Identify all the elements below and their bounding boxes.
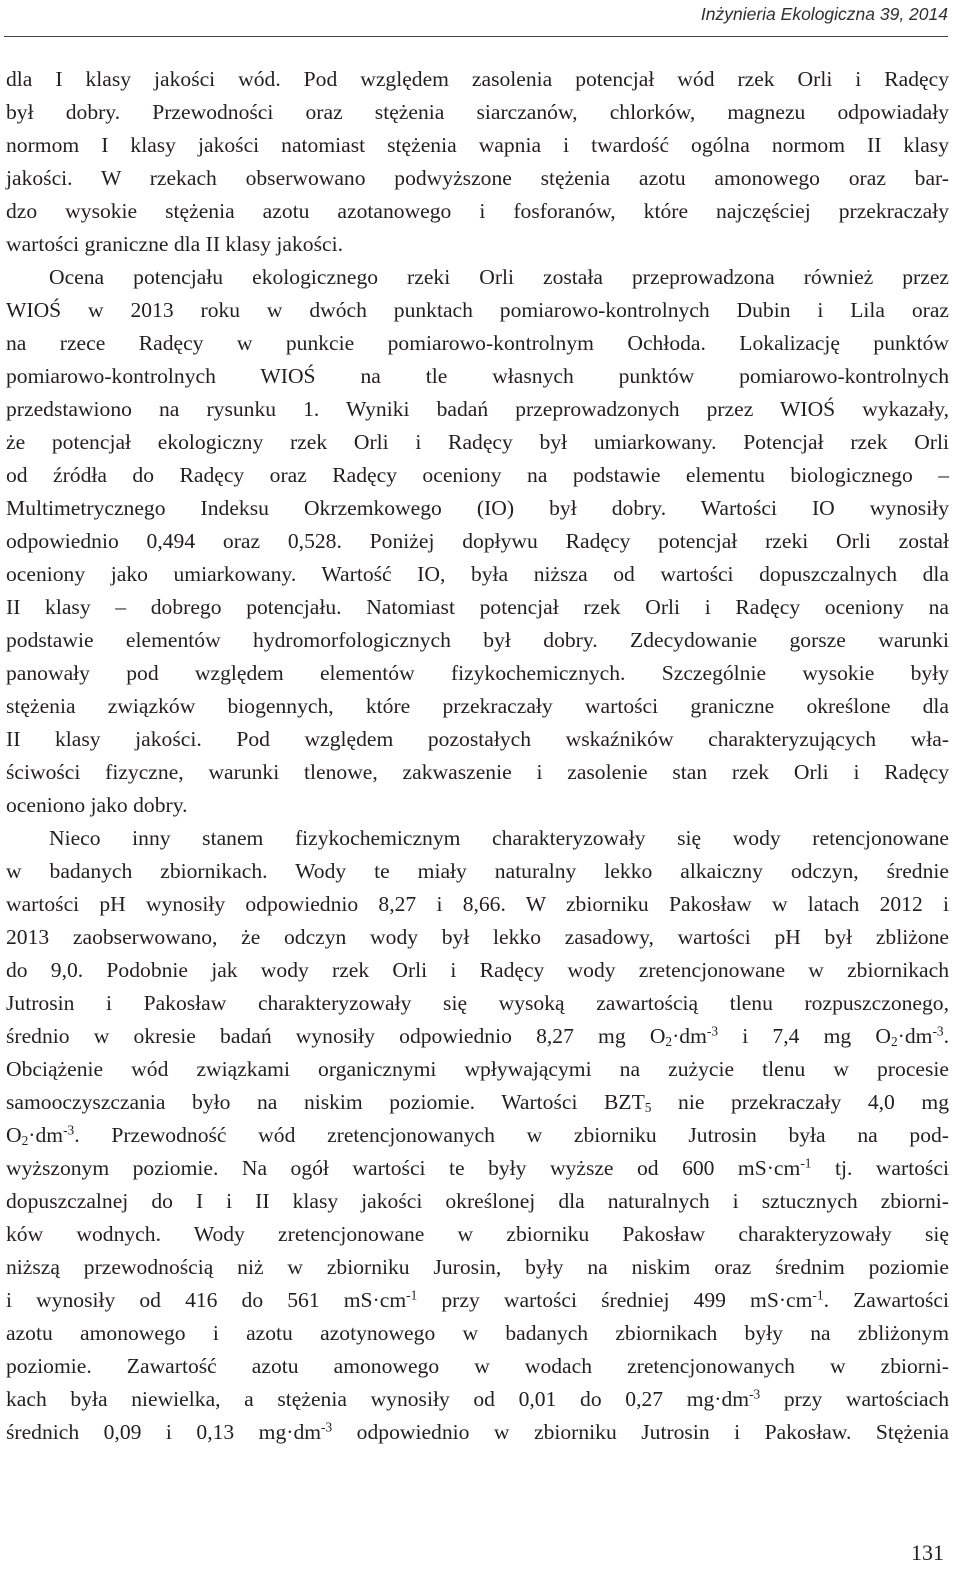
superscript: -3 <box>321 1419 333 1435</box>
subscript: 2 <box>665 1033 673 1049</box>
text-line: oceniony jako umiarkowany. Wartość IO, była niższa od wartości dopuszczalnych dla <box>6 562 949 586</box>
text-line: w badanych zbiornikach. Wody te miały naturalny lekko alkaiczny odczyn, średnie <box>6 859 949 883</box>
text-line: na rzece Radęcy w punkcie pomiarowo-kontrolnym Ochłoda. Lokalizację punktów <box>6 331 949 355</box>
text-line: azotu amonowego i azotu azotynowego w badanych zbiornikach były na zbliżonym <box>6 1321 949 1345</box>
text-line: wartości pH wynosiły odpowiednio 8,27 i 8,66. W zbiorniku Pakosław w latach 2012 i <box>6 892 949 916</box>
page-number: 131 <box>911 1540 944 1565</box>
text-line: jakości. W rzekach obserwowano podwyższone stężenia azotu amonowego oraz bar- <box>6 166 949 190</box>
text-line: podstawie elementów hydromorfologicznych był dobry. Zdecydowanie gorsze warunki <box>6 628 949 652</box>
superscript: -3 <box>932 1023 944 1039</box>
text-segment: średnich 0,09 i 0,13 mg·dm <box>6 1420 322 1444</box>
body-text <box>6 63 949 1449</box>
text-line: poziomie. Zawartość azotu amonowego w wodach zretencjonowanych w zbiorni- <box>6 1354 949 1378</box>
text-line <box>6 1119 949 1152</box>
text-segment: kach była niewielka, a stężenia wynosiły od 0,01 do 0,27 mg·dm <box>6 1387 750 1411</box>
text-line: dla I klasy jakości wód. Pod względem zasolenia potencjał wód rzek Orli i Radęcy <box>6 67 949 91</box>
text-segment: ·dm <box>28 1123 64 1147</box>
text-segment: . Zawartości <box>823 1288 950 1312</box>
text-segment: przy wartościach <box>760 1387 949 1411</box>
text-line <box>6 1086 949 1119</box>
text-line: 2013 zaobserwowano, że odczyn wody był lekko zasadowy, wartości pH był zbliżone <box>6 925 949 949</box>
text-segment: wyższonym poziomie. Na ogół wartości te były wyższe od 600 mS·cm <box>6 1156 801 1180</box>
subscript: 2 <box>890 1033 898 1049</box>
text-segment: nie przekraczały 4,0 mg <box>651 1090 949 1114</box>
text-line: panowały pod względem elementów fizykochemicznych. Szczególnie wysokie były <box>6 661 949 685</box>
text-segment: średnio w okresie badań wynosiły odpowiednio 8,27 mg O <box>6 1024 666 1048</box>
text-line: wartości graniczne dla II klasy jakości. <box>6 232 343 256</box>
subscript: 5 <box>644 1099 652 1115</box>
text-line: Nieco inny stanem fizykochemicznym charakteryzowały się wody retencjonowane <box>49 826 949 850</box>
text-line: WIOŚ w 2013 roku w dwóch punktach pomiarowo-kontrolnych Dubin i Lila oraz <box>6 298 949 322</box>
text-line <box>6 1152 949 1185</box>
text-line <box>6 1383 949 1416</box>
text-line: niższą przewodnością niż w zbiorniku Jurosin, były na niskim oraz średnim poziomie <box>6 1255 949 1279</box>
text-segment: tj. wartości <box>811 1156 949 1180</box>
subscript: 2 <box>21 1132 29 1148</box>
text-segment: . <box>943 1024 949 1048</box>
text-line: Multimetrycznego Indeksu Okrzemkowego (IO) był dobry. Wartości IO wynosiły <box>6 496 949 520</box>
superscript: -3 <box>706 1023 719 1039</box>
superscript: -1 <box>406 1287 418 1303</box>
text-line: II klasy – dobrego potencjału. Natomiast potencjał rzek Orli i Radęcy oceniony na <box>6 595 949 619</box>
text-line <box>6 1416 949 1449</box>
text-line: dzo wysokie stężenia azotu azotanowego i fosforanów, które najczęściej przekraczały <box>6 199 949 223</box>
text-segment: samooczyszczania było na niskim poziomie. Wartości BZT <box>6 1090 645 1114</box>
superscript: -3 <box>749 1386 761 1402</box>
text-line: II klasy jakości. Pod względem pozostałych wskaźników charakteryzujących wła- <box>6 727 949 751</box>
text-line: Ocena potencjału ekologicznego rzeki Orli została przeprowadzona również przez <box>49 265 949 289</box>
text-line <box>6 1284 949 1317</box>
superscript: -1 <box>800 1155 812 1171</box>
text-segment: odpowiednio w zbiorniku Jutrosin i Pakosław. Stężenia <box>332 1420 949 1444</box>
text-line: odpowiednio 0,494 oraz 0,528. Poniżej dopływu Radęcy potencjał rzeki Orli został <box>6 529 949 553</box>
text-segment: O <box>6 1123 22 1147</box>
text-line: był dobry. Przewodności oraz stężenia siarczanów, chlorków, magnezu odpowiadały <box>6 100 949 124</box>
text-line: ściwości fizyczne, warunki tlenowe, zakwaszenie i zasolenie stan rzek Orli i Radęcy <box>6 760 949 784</box>
text-segment: i 7,4 mg O <box>718 1024 891 1048</box>
text-line: dopuszczalnej do I i II klasy jakości określonej dla naturalnych i sztucznych zbiorni- <box>6 1189 949 1213</box>
text-line: że potencjał ekologiczny rzek Orli i Radęcy był umiarkowany. Potencjał rzek Orli <box>6 430 949 454</box>
text-line: od źródła do Radęcy oraz Radęcy oceniony na podstawie elementu biologicznego – <box>6 463 949 487</box>
text-line <box>6 1020 949 1053</box>
text-segment: ·dm <box>672 1024 707 1048</box>
text-line: do 9,0. Podobnie jak wody rzek Orli i Radęcy wody zretencjonowane w zbiornikach <box>6 958 949 982</box>
superscript: -1 <box>812 1287 824 1303</box>
text-segment: . Przewodność wód zretencjonowanych w zbiorniku Jutrosin była na pod- <box>74 1123 949 1147</box>
text-line: normom I klasy jakości natomiast stężenia wapnia i twardość ogólna normom II klasy <box>6 133 949 157</box>
text-line: oceniono jako dobry. <box>6 793 188 817</box>
text-line: stężenia związków biogennych, które przekraczały wartości graniczne określone dla <box>6 694 949 718</box>
text-line: ków wodnych. Wody zretencjonowane w zbiorniku Pakosław charakteryzowały się <box>6 1222 949 1246</box>
text-segment: i wynosiły od 416 do 561 mS·cm <box>6 1288 407 1312</box>
journal-header: Inżynieria Ekologiczna 39, 2014 <box>700 4 948 24</box>
text-segment: przy wartości średniej 499 mS·cm <box>417 1288 813 1312</box>
text-segment: ·dm <box>897 1024 933 1048</box>
text-line: przedstawiono na rysunku 1. Wyniki badań przeprowadzonych przez WIOŚ wykazały, <box>6 397 949 421</box>
text-line: pomiarowo-kontrolnych WIOŚ na tle własnych punktów pomiarowo-kontrolnych <box>6 364 949 388</box>
text-line: Obciążenie wód związkami organicznymi wpływającymi na zużycie tlenu w procesie <box>6 1057 949 1081</box>
header-rule <box>4 36 948 37</box>
superscript: -3 <box>63 1122 75 1138</box>
text-line: Jutrosin i Pakosław charakteryzowały się wysoką zawartością tlenu rozpuszczonego, <box>6 991 949 1015</box>
